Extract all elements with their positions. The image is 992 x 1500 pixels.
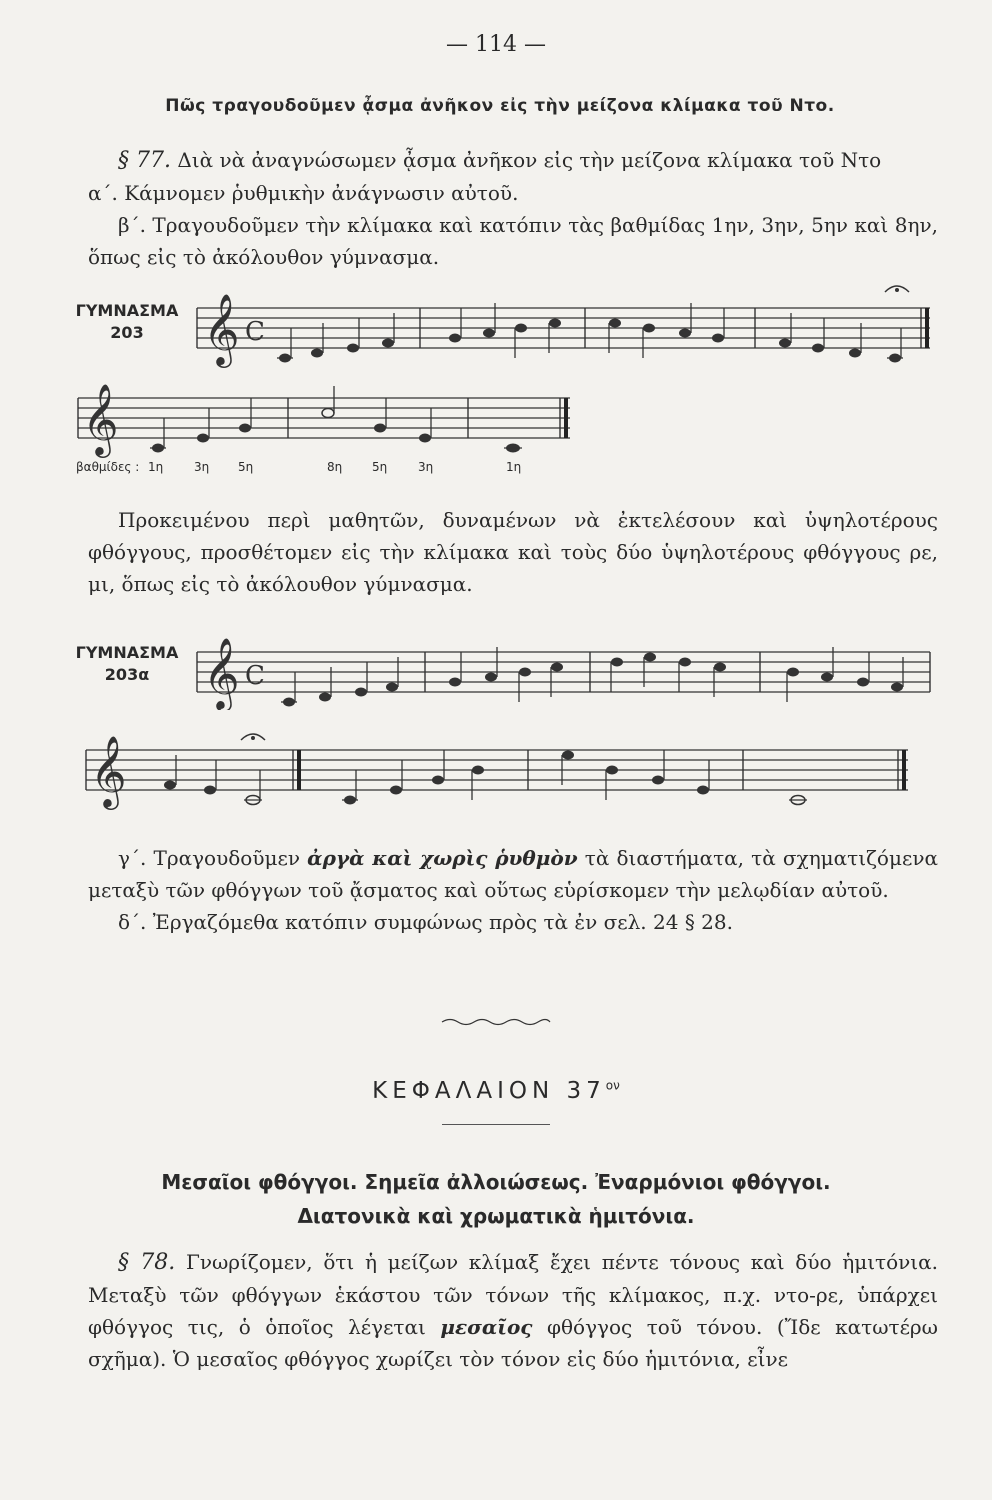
music-staff-203-line2 xyxy=(70,378,580,458)
paragraph-78: § 78. Γνωρίζομεν, ὅτι ἡ μείζων κλίμαξ ἔχει πέντε τόνους καὶ δύο ἡμιτόνια. Μεταξὺ τῶν φθόγγων ἑκάστου τῶν τόνων τῆς κλίμακος, π.χ. ντο-ρε, ὑπάρχει φθόγγος τις, ὁ ὁποῖος λέγεται μεσαῖος φθόγγος τοῦ τόνου. (Ἴδε κατωτέρω σχῆμα). Ὁ μεσαῖος φθόγγος χωρίζει τὸν τόνον εἰς δύο ἡμιτόνια, εἶνε xyxy=(88,1250,938,1371)
paragraph-77-b: β΄. Τραγουδοῦμεν τὴν κλίμακα καὶ κατόπιν τὰς βαθμίδας 1ην, 3ην, 5ην καὶ 8ην, ὅπως εἰς τὸ ἀκόλουθον γύμνασμα. xyxy=(88,213,938,269)
degree-label: 1η xyxy=(148,460,164,474)
paragraph-students: Προκειμένου περὶ μαθητῶν, δυναμένων νὰ ἐκτελέσουν καὶ ὑψηλοτέρους φθόγγους, προσθέτομεν εἰς τὴν κλίμακα καὶ τοὺς δύο ὑψηλοτέρους φθόγγους ρε, μι, ὅπως εἰς τὸ ἀκόλουθον γύμνασμα. xyxy=(88,508,938,596)
paragraph-d: δ΄. Ἐργαζόμεθα κατόπιν συμφώνως πρὸς τὰ ἐν σελ. 24 § 28. xyxy=(118,910,733,934)
subheading-1: Μεσαῖοι φθόγγοι. Σημεῖα ἀλλοιώσεως. Ἐναρμόνιοι φθόγγοι. xyxy=(161,1170,831,1194)
section-number-78: § 78. xyxy=(118,1250,176,1275)
emphasis-text: ἀργὰ καὶ χωρὶς ῥυθμὸν xyxy=(307,846,578,870)
chapter-rule xyxy=(442,1124,550,1125)
degree-label: 1η xyxy=(506,460,522,474)
notes-group xyxy=(277,286,909,363)
section-number-77: § 77. xyxy=(118,148,171,173)
exercise-203a-label: ΓΥΜΝΑΣΜΑ 203α xyxy=(75,643,179,684)
degree-label: 3η xyxy=(418,460,434,474)
degree-label: 3η xyxy=(194,460,210,474)
exercise-203-label: ΓΥΜΝΑΣΜΑ 203 xyxy=(75,301,179,342)
degrees-prefix: βαθμίδες : xyxy=(76,460,140,474)
degree-label: 8η xyxy=(327,460,343,474)
chapter-title: ΚΕΦΑΛΑΙΟΝ $37^{o\nu}$ xyxy=(372,1078,620,1104)
degree-label: 5η xyxy=(238,460,254,474)
page-number: — 114 — xyxy=(446,32,546,57)
paragraph-g: γ΄. Τραγουδοῦμεν ἀργὰ καὶ χωρὶς ῥυθμὸν τὰ διαστήματα, τὰ σχηματιζόμενα μεταξὺ τῶν φθόγγων τοῦ ᾄσματος καὶ οὕτως εὑρίσκομεν τὴν μελῳδίαν αὐτοῦ. δ΄. Ἐργαζόμεθα κατόπιν συμφώνως πρὸς τὰ ἐν σελ. 24 § 28. xyxy=(88,842,938,938)
treble-clef-icon: 𝄞 xyxy=(90,734,127,807)
common-time-icon: C xyxy=(245,661,265,691)
music-staff-203a-line1 xyxy=(185,630,945,710)
paragraph-77-a: Διὰ νὰ ἀναγνώσωμεν ᾆσμα ἀνῆκον εἰς τὴν μείζονα κλίμακα τοῦ Ντο xyxy=(177,148,882,172)
treble-clef-icon: 𝄞 xyxy=(82,382,119,455)
music-staff-203a-line2 xyxy=(78,722,918,812)
music-staff-203-line1 xyxy=(185,280,945,380)
section-heading: Πῶς τραγουδοῦμεν ᾆσμα ἀνῆκον εἰς τὴν μείζονα κλίμακα τοῦ Ντο. xyxy=(165,96,835,116)
paragraph-77-a2: α΄. Κάμνομεν ῥυθμικὴν ἀνάγνωσιν αὐτοῦ. xyxy=(88,181,519,205)
degree-label: 5η xyxy=(372,460,388,474)
paragraph-77 xyxy=(88,144,938,273)
ornamental-divider xyxy=(440,1016,552,1028)
emphasis-text: μεσαῖος xyxy=(440,1315,533,1339)
treble-clef-icon: 𝄞 xyxy=(203,636,240,709)
subheading-2: Διατονικὰ καὶ χρωματικὰ ἡμιτόνια. xyxy=(297,1204,695,1228)
treble-clef-icon: 𝄞 xyxy=(203,292,240,365)
common-time-icon: C xyxy=(245,317,265,347)
